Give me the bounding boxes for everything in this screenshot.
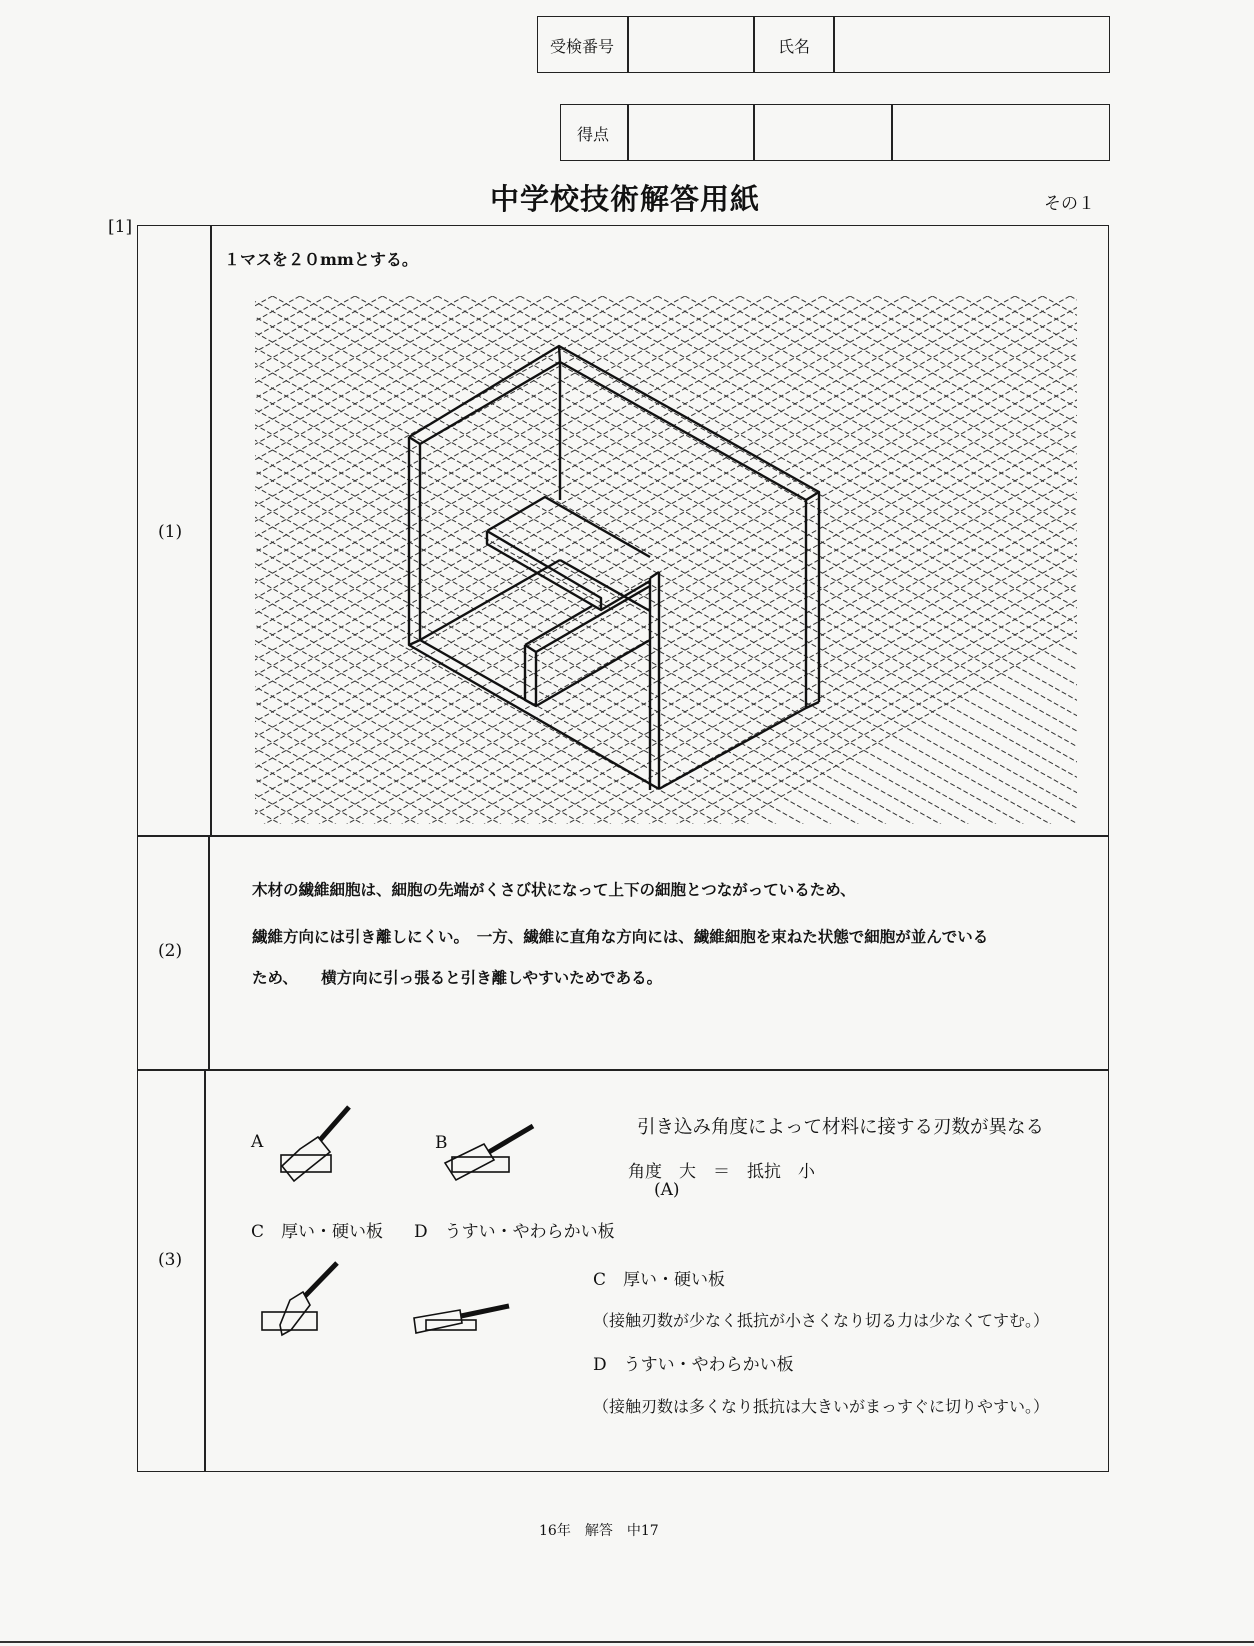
q3-headline: 引き込み角度によって材料に接する刃数が異なる — [637, 1117, 1045, 1138]
page-tag: その１ — [1044, 194, 1095, 214]
q3-formula: 角度 大 ＝ 抵抗 小 — [628, 1162, 815, 1182]
score-label: 得点 — [577, 125, 610, 144]
q2-line-3: ため、 横方向に引っ張ると引き離しやすいためである。 — [252, 968, 663, 987]
saw-c-figure — [262, 1263, 337, 1335]
q3-formula-sub: (A) — [654, 1180, 680, 1200]
saw-b-figure — [445, 1126, 533, 1180]
name-label: 氏名 — [778, 37, 811, 56]
section-label: [1] — [108, 217, 133, 237]
q2-line-2: 繊維方向には引き離しにくい。 一方、繊維に直角な方向には、繊維細胞を束ねた状態で細胞が並んでいる — [252, 927, 989, 946]
bottom-edge-line — [0, 1641, 1254, 1643]
q1-label: (1) — [158, 522, 183, 542]
q3-c-title: C 厚い・硬い板 — [593, 1270, 726, 1290]
saw-a-figure — [281, 1107, 349, 1181]
q2-label: (2) — [158, 941, 183, 961]
q3-label: (3) — [158, 1250, 183, 1270]
fig-d-label: D うすい・やわらかい板 — [414, 1222, 615, 1242]
page-title: 中学校技術解答用紙 — [490, 182, 761, 216]
q3-d-title: D うすい・やわらかい板 — [593, 1355, 794, 1375]
q3-c-note: （接触刃数が少なく抵抗が小さくなり切る力は少なくてすむ。） — [593, 1311, 1050, 1330]
q1-note: １マスを２０mmとする。 — [224, 250, 418, 269]
saw-d-figure — [414, 1306, 509, 1333]
q2-line-1: 木材の繊維細胞は、細胞の先端がくさび状になって上下の細胞とつながっているため、 — [252, 880, 856, 899]
fig-c-label: C 厚い・硬い板 — [251, 1222, 384, 1242]
page-footer: 16年 解答 中17 — [539, 1523, 659, 1539]
fig-b-label: B — [435, 1133, 448, 1153]
fig-a-label: A — [251, 1132, 264, 1152]
q3-d-note: （接触刃数は多くなり抵抗は大きいがまっすぐに切りやすい。） — [593, 1397, 1050, 1416]
exam-number-label: 受検番号 — [550, 37, 615, 56]
